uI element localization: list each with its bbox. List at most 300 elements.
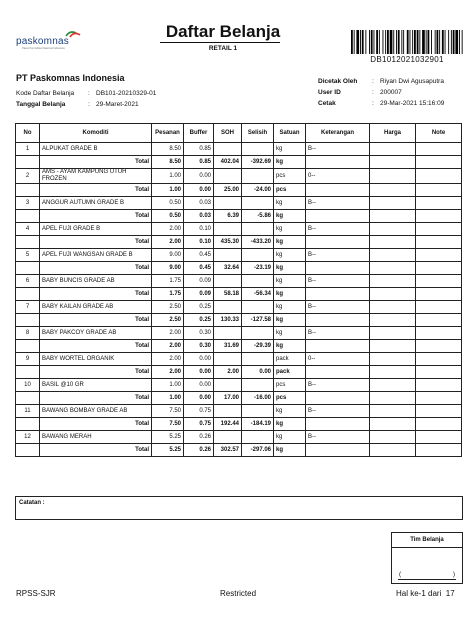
total-selisih: -392.69 [242, 156, 274, 169]
field-tanggal-label: Tanggal Belanja [16, 101, 66, 108]
cell-pesanan: 0.50 [152, 197, 184, 210]
cell-pesanan: 5.25 [152, 431, 184, 444]
cell-satuan: kg [274, 223, 306, 236]
cell-harga [370, 223, 416, 236]
total-spacer [16, 444, 40, 457]
total-selisih: -297.06 [242, 444, 274, 457]
total-soh: 2.00 [214, 366, 242, 379]
total-spacer [16, 340, 40, 353]
cell-komoditi: APEL FUJI WANGSAN GRADE B [40, 249, 152, 262]
cell-keterangan: B-- [306, 197, 370, 210]
total-satuan: kg [274, 340, 306, 353]
total-pesanan: 0.50 [152, 210, 184, 223]
total-selisih: -184.19 [242, 418, 274, 431]
total-spacer [16, 418, 40, 431]
cell-keterangan: B-- [306, 431, 370, 444]
table-row [16, 223, 462, 236]
total-note [416, 288, 462, 301]
table-row [16, 353, 462, 366]
cell-soh [214, 169, 242, 184]
cell-harga [370, 249, 416, 262]
total-satuan: kg [274, 262, 306, 275]
total-note [416, 392, 462, 405]
cell-keterangan: B-- [306, 275, 370, 288]
total-pesanan: 9.00 [152, 262, 184, 275]
total-satuan: kg [274, 210, 306, 223]
cell-no: 3 [16, 197, 40, 210]
table-row [16, 169, 462, 184]
table-total-row [16, 210, 462, 223]
total-spacer [16, 210, 40, 223]
total-harga [370, 262, 416, 275]
total-pesanan: 2.50 [152, 314, 184, 327]
cell-soh [214, 353, 242, 366]
cell-no: 9 [16, 353, 40, 366]
table-row [16, 405, 462, 418]
cell-no: 7 [16, 301, 40, 314]
cell-satuan: pack [274, 353, 306, 366]
page-title: Daftar Belanja [165, 22, 281, 41]
col-header-harga: Harga [370, 124, 416, 143]
cell-keterangan: B-- [306, 249, 370, 262]
cell-harga [370, 405, 416, 418]
field-userid-value: 200007 [380, 89, 402, 96]
cell-selisih [242, 353, 274, 366]
total-soh: 17.00 [214, 392, 242, 405]
total-spacer [16, 288, 40, 301]
col-header-keterangan: Keterangan [306, 124, 370, 143]
total-harga [370, 236, 416, 249]
total-pesanan: 8.50 [152, 156, 184, 169]
total-soh: 25.00 [214, 184, 242, 197]
total-keterangan [306, 156, 370, 169]
cell-note [416, 327, 462, 340]
cell-note [416, 169, 462, 184]
cell-no: 11 [16, 405, 40, 418]
cell-pesanan: 2.00 [152, 353, 184, 366]
total-harga [370, 340, 416, 353]
page-subtitle: RETAIL 1 [208, 45, 238, 52]
cell-selisih [242, 275, 274, 288]
total-harga [370, 392, 416, 405]
col-header-pesanan: Pesanan [152, 124, 184, 143]
total-buffer: 0.25 [184, 314, 214, 327]
cell-soh [214, 143, 242, 156]
total-label: Total [40, 184, 152, 197]
cell-soh [214, 327, 242, 340]
cell-no: 5 [16, 249, 40, 262]
total-pesanan: 5.25 [152, 444, 184, 457]
total-harga [370, 184, 416, 197]
field-cetak-label: Cetak [318, 100, 336, 107]
field-dicetak-sep: : [372, 78, 374, 85]
cell-soh [214, 275, 242, 288]
field-tanggal-sep: : [88, 101, 90, 108]
table-total-row [16, 156, 462, 169]
cell-satuan: kg [274, 301, 306, 314]
total-soh: 302.57 [214, 444, 242, 457]
cell-pesanan: 1.00 [152, 169, 184, 184]
cell-harga [370, 197, 416, 210]
cell-komoditi: ANGGUR AUTUMN GRADE B [40, 197, 152, 210]
total-soh: 192.44 [214, 418, 242, 431]
signature-open-paren: ( [399, 571, 402, 578]
table-total-row [16, 418, 462, 431]
total-selisih: 0.00 [242, 366, 274, 379]
total-selisih: -23.19 [242, 262, 274, 275]
total-buffer: 0.30 [184, 340, 214, 353]
table-row [16, 301, 462, 314]
cell-satuan: pcs [274, 169, 306, 184]
cell-satuan: kg [274, 327, 306, 340]
cell-buffer: 0.30 [184, 327, 214, 340]
total-label: Total [40, 236, 152, 249]
signature-close-paren: ) [452, 571, 455, 578]
total-harga [370, 418, 416, 431]
cell-no: 6 [16, 275, 40, 288]
cell-satuan: kg [274, 405, 306, 418]
table-header-row [16, 124, 462, 143]
total-label: Total [40, 392, 152, 405]
cell-harga [370, 301, 416, 314]
total-satuan: pcs [274, 392, 306, 405]
table-total-row [16, 262, 462, 275]
col-header-komoditi: Komoditi [40, 124, 152, 143]
total-harga [370, 444, 416, 457]
field-cetak-sep: : [372, 100, 374, 107]
cell-note [416, 275, 462, 288]
total-buffer: 0.03 [184, 210, 214, 223]
total-pesanan: 1.00 [152, 184, 184, 197]
field-tanggal-value: 29-Maret-2021 [96, 101, 139, 108]
total-selisih: -29.39 [242, 340, 274, 353]
total-spacer [16, 366, 40, 379]
total-label: Total [40, 418, 152, 431]
cell-satuan: pcs [274, 379, 306, 392]
total-satuan: kg [274, 236, 306, 249]
cell-pesanan: 7.50 [152, 405, 184, 418]
total-buffer: 0.00 [184, 184, 214, 197]
total-keterangan [306, 288, 370, 301]
total-label: Total [40, 210, 152, 223]
total-harga [370, 314, 416, 327]
table-row [16, 379, 462, 392]
total-buffer: 0.85 [184, 156, 214, 169]
cell-komoditi: APEL FUJI GRADE B [40, 223, 152, 236]
total-keterangan [306, 236, 370, 249]
cell-komoditi: BABY PAKCOY GRADE AB [40, 327, 152, 340]
logo-tagline: Pasar Komoditas Nasional Indonesia [22, 47, 65, 50]
shopping-list-table [15, 123, 462, 457]
total-note [416, 418, 462, 431]
cell-selisih [242, 301, 274, 314]
total-pesanan: 2.00 [152, 366, 184, 379]
cell-keterangan: B-- [306, 143, 370, 156]
cell-buffer: 0.26 [184, 431, 214, 444]
table-row [16, 197, 462, 210]
table-total-row [16, 340, 462, 353]
cell-pesanan: 9.00 [152, 249, 184, 262]
signature-box-title: Tim Belanja [392, 533, 462, 548]
total-selisih: -24.00 [242, 184, 274, 197]
cell-harga [370, 169, 416, 184]
total-keterangan [306, 418, 370, 431]
cell-note [416, 223, 462, 236]
total-selisih: -56.34 [242, 288, 274, 301]
notes-label: Catatan : [19, 500, 45, 506]
total-keterangan [306, 392, 370, 405]
cell-komoditi: BAWANG BOMBAY GRADE AB [40, 405, 152, 418]
cell-buffer: 0.75 [184, 405, 214, 418]
total-buffer: 0.45 [184, 262, 214, 275]
cell-komoditi: ALPUKAT GRADE B [40, 143, 152, 156]
signature-box [391, 532, 463, 584]
total-note [416, 184, 462, 197]
cell-buffer: 0.10 [184, 223, 214, 236]
total-buffer: 0.75 [184, 418, 214, 431]
total-buffer: 0.26 [184, 444, 214, 457]
cell-pesanan: 2.00 [152, 223, 184, 236]
col-header-selisih: Selisih [242, 124, 274, 143]
total-label: Total [40, 262, 152, 275]
table-total-row [16, 366, 462, 379]
cell-buffer: 0.25 [184, 301, 214, 314]
cell-buffer: 0.00 [184, 169, 214, 184]
cell-note [416, 143, 462, 156]
cell-harga [370, 327, 416, 340]
cell-selisih [242, 431, 274, 444]
table-row [16, 327, 462, 340]
cell-buffer: 0.00 [184, 379, 214, 392]
cell-note [416, 249, 462, 262]
col-header-note: Note [416, 124, 462, 143]
total-label: Total [40, 444, 152, 457]
cell-keterangan: B-- [306, 301, 370, 314]
field-kode-label: Kode Daftar Belanja [16, 90, 75, 97]
total-note [416, 444, 462, 457]
cell-note [416, 431, 462, 444]
cell-soh [214, 197, 242, 210]
total-note [416, 366, 462, 379]
company-logo [14, 30, 94, 52]
total-keterangan [306, 340, 370, 353]
cell-satuan: kg [274, 275, 306, 288]
cell-selisih [242, 405, 274, 418]
cell-pesanan: 2.50 [152, 301, 184, 314]
cell-buffer: 0.85 [184, 143, 214, 156]
cell-satuan: kg [274, 431, 306, 444]
total-keterangan [306, 314, 370, 327]
cell-note [416, 301, 462, 314]
total-soh: 130.33 [214, 314, 242, 327]
total-buffer: 0.09 [184, 288, 214, 301]
cell-soh [214, 405, 242, 418]
total-note [416, 210, 462, 223]
total-selisih: -16.00 [242, 392, 274, 405]
total-selisih: -433.20 [242, 236, 274, 249]
total-satuan: kg [274, 156, 306, 169]
cell-harga [370, 275, 416, 288]
total-satuan: kg [274, 444, 306, 457]
col-header-no: No [16, 124, 40, 143]
cell-harga [370, 431, 416, 444]
total-keterangan [306, 262, 370, 275]
total-soh: 32.64 [214, 262, 242, 275]
table-total-row [16, 288, 462, 301]
field-cetak-value: 29-Mar-2021 15:16:09 [380, 100, 445, 107]
cell-harga [370, 353, 416, 366]
field-kode-sep: : [88, 90, 90, 97]
col-header-buffer: Buffer [184, 124, 214, 143]
total-label: Total [40, 340, 152, 353]
table-total-row [16, 392, 462, 405]
cell-komoditi: BASIL @10 GR [40, 379, 152, 392]
total-soh: 31.69 [214, 340, 242, 353]
field-userid-sep: : [372, 89, 374, 96]
cell-selisih [242, 379, 274, 392]
total-soh: 402.04 [214, 156, 242, 169]
table-row [16, 143, 462, 156]
total-pesanan: 1.75 [152, 288, 184, 301]
cell-buffer: 0.45 [184, 249, 214, 262]
total-soh: 435.30 [214, 236, 242, 249]
total-note [416, 340, 462, 353]
logo-text: paskomnas [16, 36, 69, 47]
total-label: Total [40, 314, 152, 327]
field-userid-label: User ID [318, 89, 341, 96]
total-harga [370, 288, 416, 301]
cell-buffer: 0.09 [184, 275, 214, 288]
total-pesanan: 2.00 [152, 340, 184, 353]
footer-code: RPSS-SJR [16, 589, 56, 598]
total-pesanan: 7.50 [152, 418, 184, 431]
cell-pesanan: 1.75 [152, 275, 184, 288]
cell-selisih [242, 327, 274, 340]
cell-keterangan: B-- [306, 223, 370, 236]
barcode-icon [351, 30, 463, 54]
total-spacer [16, 314, 40, 327]
cell-selisih [242, 169, 274, 184]
total-selisih: -127.58 [242, 314, 274, 327]
col-header-satuan: Satuan [274, 124, 306, 143]
cell-komoditi: AMS - AYAM KAMPUNG UTUH FROZEN [40, 169, 152, 184]
table-total-row [16, 314, 462, 327]
cell-note [416, 405, 462, 418]
cell-soh [214, 431, 242, 444]
cell-keterangan: B-- [306, 379, 370, 392]
total-harga [370, 366, 416, 379]
cell-komoditi: BABY KAILAN GRADE AB [40, 301, 152, 314]
cell-soh [214, 379, 242, 392]
total-satuan: kg [274, 418, 306, 431]
cell-satuan: kg [274, 249, 306, 262]
table-total-row [16, 236, 462, 249]
table-row [16, 275, 462, 288]
cell-no: 4 [16, 223, 40, 236]
cell-soh [214, 301, 242, 314]
total-pesanan: 2.00 [152, 236, 184, 249]
footer-page-number: Hal ke-1 dari 17 [396, 589, 455, 598]
cell-keterangan: 0-- [306, 353, 370, 366]
table-total-row [16, 444, 462, 457]
total-spacer [16, 156, 40, 169]
cell-keterangan: B-- [306, 327, 370, 340]
field-kode-value: DB101-20210329-01 [96, 90, 157, 97]
total-soh: 6.39 [214, 210, 242, 223]
total-buffer: 0.00 [184, 392, 214, 405]
cell-pesanan: 1.00 [152, 379, 184, 392]
total-keterangan [306, 444, 370, 457]
total-satuan: kg [274, 314, 306, 327]
total-keterangan [306, 184, 370, 197]
cell-selisih [242, 223, 274, 236]
cell-harga [370, 143, 416, 156]
cell-satuan: kg [274, 197, 306, 210]
total-note [416, 236, 462, 249]
total-harga [370, 210, 416, 223]
notes-box [15, 496, 463, 520]
company-name: PT Paskomnas Indonesia [16, 73, 125, 83]
total-satuan: pack [274, 366, 306, 379]
total-selisih: -5.86 [242, 210, 274, 223]
cell-note [416, 379, 462, 392]
cell-selisih [242, 197, 274, 210]
total-spacer [16, 236, 40, 249]
barcode-text: DB1012021032901 [370, 55, 444, 64]
cell-no: 2 [16, 169, 40, 184]
cell-no: 8 [16, 327, 40, 340]
cell-pesanan: 2.00 [152, 327, 184, 340]
total-note [416, 262, 462, 275]
total-satuan: kg [274, 288, 306, 301]
total-note [416, 156, 462, 169]
total-pesanan: 1.00 [152, 392, 184, 405]
cell-soh [214, 249, 242, 262]
total-spacer [16, 392, 40, 405]
total-buffer: 0.10 [184, 236, 214, 249]
cell-note [416, 353, 462, 366]
cell-harga [370, 379, 416, 392]
cell-soh [214, 223, 242, 236]
cell-komoditi: BAWANG MERAH [40, 431, 152, 444]
total-keterangan [306, 366, 370, 379]
cell-buffer: 0.03 [184, 197, 214, 210]
title-underline [160, 42, 280, 43]
total-note [416, 314, 462, 327]
cell-no: 12 [16, 431, 40, 444]
cell-selisih [242, 249, 274, 262]
field-dicetak-value: Riyan Dwi Agusaputra [380, 78, 444, 85]
cell-komoditi: BABY BUNCIS GRADE AB [40, 275, 152, 288]
cell-keterangan: B-- [306, 405, 370, 418]
cell-keterangan: 0-- [306, 169, 370, 184]
total-label: Total [40, 156, 152, 169]
total-spacer [16, 184, 40, 197]
table-row [16, 249, 462, 262]
cell-komoditi: BABY WORTEL ORGANIK [40, 353, 152, 366]
field-dicetak-label: Dicetak Oleh [318, 78, 358, 85]
cell-buffer: 0.00 [184, 353, 214, 366]
cell-pesanan: 8.50 [152, 143, 184, 156]
cell-satuan: kg [274, 143, 306, 156]
total-satuan: pcs [274, 184, 306, 197]
footer-classification: Restricted [220, 589, 257, 598]
cell-note [416, 197, 462, 210]
cell-selisih [242, 143, 274, 156]
signature-line [398, 579, 456, 580]
cell-no: 1 [16, 143, 40, 156]
total-harga [370, 156, 416, 169]
